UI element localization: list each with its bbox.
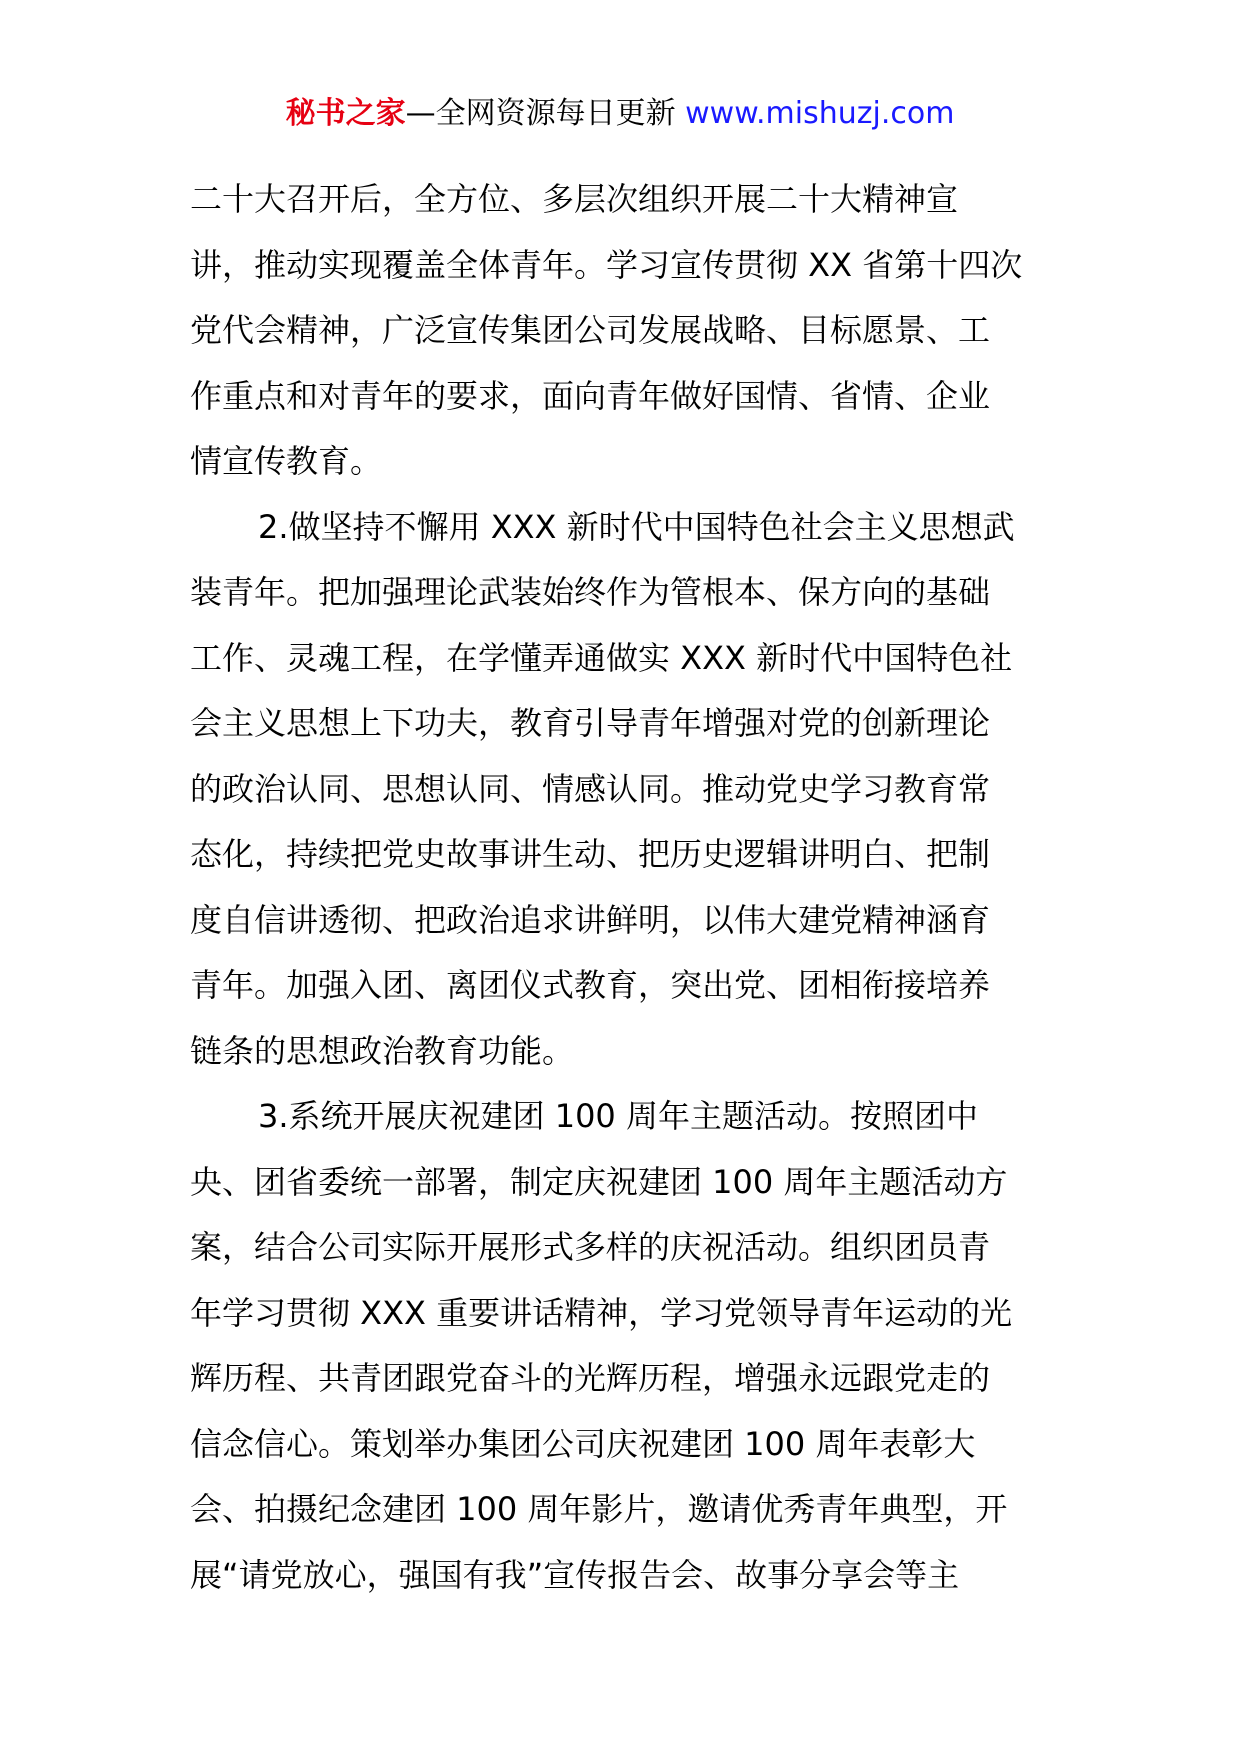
text-line: 工作、灵魂工程，在学懂弄通做实 XXX 新时代中国特色社 xyxy=(190,638,1013,677)
text-line: 作重点和对青年的要求，面向青年做好国情、省情、企业 xyxy=(190,376,991,415)
text-line: 信念信心。策划举办集团公司庆祝建团 100 周年表彰大 xyxy=(190,1424,976,1463)
site-url-link[interactable]: www.mishuzj.com xyxy=(685,96,955,131)
text-line: 度自信讲透彻、把政治追求讲鲜明，以伟大建党精神涵育 xyxy=(190,900,991,939)
text-line: 央、团省委统一部署，制定庆祝建团 100 周年主题活动方 xyxy=(190,1162,1008,1201)
paragraph-3 xyxy=(190,1084,1060,1608)
text-line: 会主义思想上下功夫，教育引导青年增强对党的创新理论 xyxy=(190,704,991,742)
site-header xyxy=(0,94,1240,134)
brand-name: 秘书之家 xyxy=(285,96,406,131)
text-line: 年学习贯彻 XXX 重要讲话精神，学习党领导青年运动的光 xyxy=(190,1293,1013,1332)
text-line: 展“请党放心，强国有我”宣传报告会、故事分享会等主 xyxy=(190,1555,960,1594)
text-line: 态化，持续把党史故事讲生动、把历史逻辑讲明白、把制 xyxy=(190,835,991,873)
text-line: 二十大召开后，全方位、多层次组织开展二十大精神宣 xyxy=(190,180,959,218)
text-line: 2.做坚持不懈用 XXX 新时代中国特色社会主义思想武 xyxy=(258,507,1015,546)
text-line: 情宣传教育。 xyxy=(190,442,383,480)
text-line: 3.系统开展庆祝建团 100 周年主题活动。按照团中 xyxy=(258,1097,978,1135)
text-line: 装青年。把加强理论武装始终作为管根本、保方向的基础 xyxy=(190,573,991,611)
paragraph-2 xyxy=(190,495,1060,1085)
text-line: 讲，推动实现覆盖全体青年。学习宣传贯彻 XX 省第十四次 xyxy=(190,245,1023,284)
document-body xyxy=(190,167,1060,1608)
paragraph-1 xyxy=(190,167,1060,495)
text-line: 会、拍摄纪念建团 100 周年影片，邀请优秀青年典型，开 xyxy=(190,1490,1008,1528)
text-line: 案，结合公司实际开展形式多样的庆祝活动。组织团员青 xyxy=(190,1228,991,1266)
header-tagline: —全网资源每日更新 xyxy=(405,96,676,131)
text-line: 党代会精神，广泛宣传集团公司发展战略、目标愿景、工 xyxy=(190,311,991,349)
text-line: 青年。加强入团、离团仪式教育，突出党、团相衔接培养 xyxy=(190,966,991,1004)
text-line: 辉历程、共青团跟党奋斗的光辉历程，增强永远跟党走的 xyxy=(190,1359,991,1397)
text-line: 的政治认同、思想认同、情感认同。推动党史学习教育常 xyxy=(190,769,991,808)
text-line: 链条的思想政治教育功能。 xyxy=(190,1031,575,1070)
